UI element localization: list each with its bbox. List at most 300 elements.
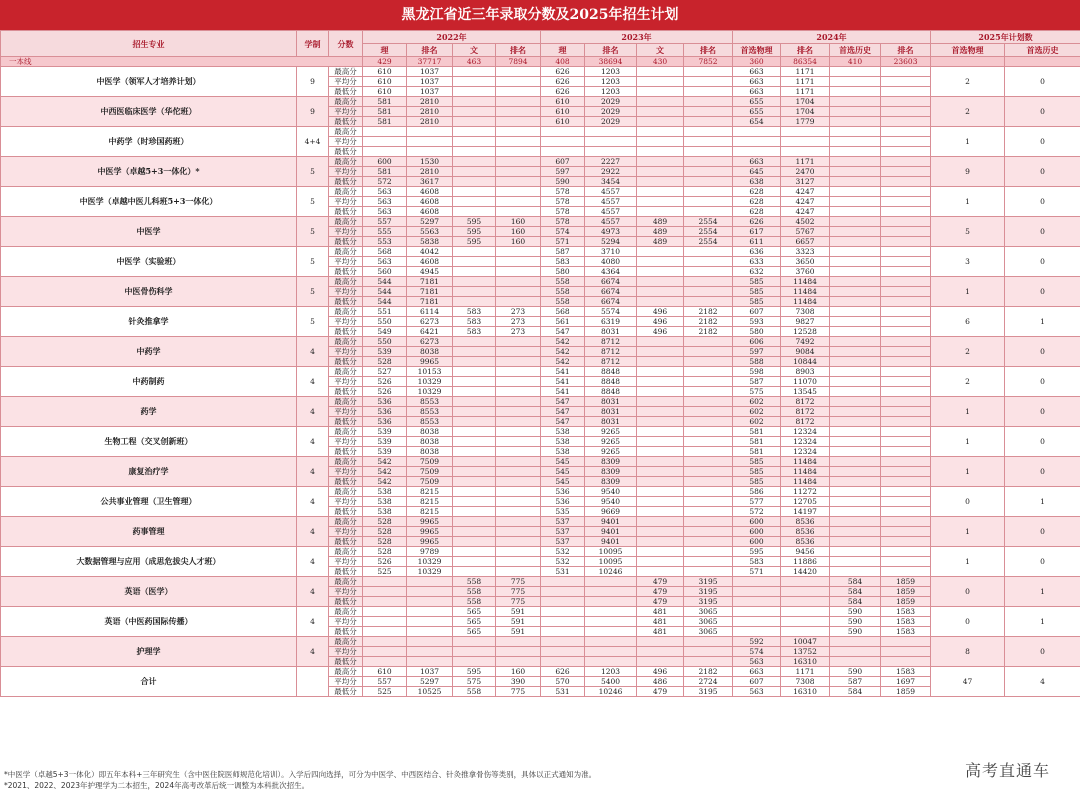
score-cell: 10329 bbox=[407, 557, 453, 567]
score-cell bbox=[453, 477, 496, 487]
score-cell: 5294 bbox=[585, 237, 637, 247]
score-cell bbox=[830, 637, 881, 647]
major-duration: 4 bbox=[297, 427, 329, 457]
score-cell bbox=[637, 647, 684, 657]
score-cell bbox=[830, 397, 881, 407]
score-cell: 6674 bbox=[585, 287, 637, 297]
major-block bbox=[1, 217, 1080, 247]
score-cell bbox=[453, 527, 496, 537]
score-cell: 8553 bbox=[407, 417, 453, 427]
score-cell: 558 bbox=[541, 287, 585, 297]
score-cell bbox=[881, 277, 931, 287]
score-cell: 11484 bbox=[781, 287, 830, 297]
score-cell bbox=[496, 137, 541, 147]
score-cell: 2554 bbox=[684, 227, 733, 237]
score-cell: 575 bbox=[453, 677, 496, 687]
score-cell bbox=[637, 137, 684, 147]
score-type-label: 最高分 bbox=[329, 127, 363, 137]
score-cell: 8309 bbox=[585, 477, 637, 487]
score-cell bbox=[684, 567, 733, 577]
score-cell bbox=[684, 77, 733, 87]
score-cell: 4608 bbox=[407, 197, 453, 207]
score-cell bbox=[637, 127, 684, 137]
score-cell: 585 bbox=[733, 457, 781, 467]
score-cell: 489 bbox=[637, 237, 684, 247]
score-cell bbox=[684, 357, 733, 367]
score-cell: 598 bbox=[733, 367, 781, 377]
major-block bbox=[1, 247, 1080, 277]
score-cell bbox=[453, 87, 496, 97]
header-plan-2025: 2025年计划数 bbox=[931, 31, 1080, 44]
score-cell: 9965 bbox=[407, 517, 453, 527]
score-type-label: 平均分 bbox=[329, 257, 363, 267]
score-cell: 8712 bbox=[585, 347, 637, 357]
score-cell: 583 bbox=[541, 257, 585, 267]
major-duration: 4 bbox=[297, 637, 329, 667]
score-type-label: 最低分 bbox=[329, 267, 363, 277]
score-cell bbox=[496, 427, 541, 437]
score-cell bbox=[733, 577, 781, 587]
table-row bbox=[1, 247, 1080, 257]
score-type-label: 最低分 bbox=[329, 297, 363, 307]
score-cell bbox=[496, 87, 541, 97]
score-cell bbox=[363, 597, 407, 607]
score-type-label: 平均分 bbox=[329, 557, 363, 567]
score-type-label: 平均分 bbox=[329, 467, 363, 477]
line-value: 23603 bbox=[881, 57, 931, 67]
score-type-label: 最低分 bbox=[329, 537, 363, 547]
score-cell bbox=[637, 287, 684, 297]
score-type-label: 最高分 bbox=[329, 67, 363, 77]
major-block bbox=[1, 547, 1080, 577]
header-sub: 首选历史 bbox=[1005, 44, 1080, 57]
score-cell bbox=[830, 517, 881, 527]
major-duration: 4 bbox=[297, 577, 329, 607]
score-type-label: 最低分 bbox=[329, 357, 363, 367]
score-cell: 4945 bbox=[407, 267, 453, 277]
score-cell bbox=[830, 457, 881, 467]
score-cell bbox=[881, 447, 931, 457]
score-cell bbox=[881, 97, 931, 107]
score-cell bbox=[881, 367, 931, 377]
score-cell: 607 bbox=[733, 307, 781, 317]
score-type-label: 平均分 bbox=[329, 107, 363, 117]
score-cell bbox=[496, 77, 541, 87]
line-value: 38694 bbox=[585, 57, 637, 67]
score-cell: 1171 bbox=[781, 77, 830, 87]
plan-history-count: 0 bbox=[1005, 97, 1080, 127]
score-type-label: 最高分 bbox=[329, 217, 363, 227]
score-cell bbox=[684, 207, 733, 217]
score-cell: 16310 bbox=[781, 657, 830, 667]
score-cell: 7509 bbox=[407, 457, 453, 467]
score-cell bbox=[496, 97, 541, 107]
score-cell: 532 bbox=[541, 547, 585, 557]
score-cell: 7308 bbox=[781, 677, 830, 687]
score-cell: 600 bbox=[733, 527, 781, 537]
score-cell bbox=[585, 587, 637, 597]
score-cell bbox=[881, 557, 931, 567]
score-cell: 4364 bbox=[585, 267, 637, 277]
score-cell bbox=[830, 407, 881, 417]
score-cell bbox=[830, 317, 881, 327]
plan-physics-count: 2 bbox=[931, 97, 1005, 127]
score-cell bbox=[684, 487, 733, 497]
score-cell: 8031 bbox=[585, 407, 637, 417]
score-cell: 663 bbox=[733, 157, 781, 167]
score-type-label: 最低分 bbox=[329, 687, 363, 697]
score-cell bbox=[733, 587, 781, 597]
plan-physics-count: 1 bbox=[931, 127, 1005, 157]
score-cell: 563 bbox=[733, 657, 781, 667]
score-type-label: 最高分 bbox=[329, 337, 363, 347]
score-cell bbox=[453, 377, 496, 387]
score-cell bbox=[585, 617, 637, 627]
score-cell: 8031 bbox=[585, 397, 637, 407]
score-cell: 580 bbox=[733, 327, 781, 337]
score-cell: 597 bbox=[733, 347, 781, 357]
major-block bbox=[1, 277, 1080, 307]
footnote: *2021、2022、2023年护理学为二本招生，2024年高考改革后统一调整为本科批次招生。 bbox=[4, 781, 310, 790]
table-row bbox=[1, 637, 1080, 647]
score-cell: 3195 bbox=[684, 577, 733, 587]
score-cell: 610 bbox=[541, 117, 585, 127]
score-cell bbox=[684, 557, 733, 567]
score-cell: 563 bbox=[363, 197, 407, 207]
major-name: 中医学 bbox=[1, 217, 297, 247]
table-row bbox=[1, 217, 1080, 227]
score-cell bbox=[830, 437, 881, 447]
score-cell: 8172 bbox=[781, 397, 830, 407]
major-name: 中药制药 bbox=[1, 367, 297, 397]
score-cell: 555 bbox=[363, 227, 407, 237]
score-cell: 539 bbox=[363, 447, 407, 457]
score-cell: 5838 bbox=[407, 237, 453, 247]
score-cell: 545 bbox=[541, 477, 585, 487]
score-cell: 563 bbox=[363, 207, 407, 217]
score-cell bbox=[541, 147, 585, 157]
score-cell: 6657 bbox=[781, 237, 830, 247]
score-cell: 542 bbox=[363, 467, 407, 477]
plan-physics-count: 1 bbox=[931, 547, 1005, 577]
score-cell bbox=[684, 197, 733, 207]
score-cell: 1203 bbox=[585, 77, 637, 87]
major-block bbox=[1, 457, 1080, 487]
score-cell: 12528 bbox=[781, 327, 830, 337]
score-cell bbox=[453, 567, 496, 577]
score-cell bbox=[496, 117, 541, 127]
score-cell: 496 bbox=[637, 317, 684, 327]
major-name: 药事管理 bbox=[1, 517, 297, 547]
score-cell bbox=[881, 427, 931, 437]
score-cell: 4080 bbox=[585, 257, 637, 267]
score-cell bbox=[830, 357, 881, 367]
plan-history-count: 1 bbox=[1005, 307, 1080, 337]
table-row bbox=[1, 547, 1080, 557]
score-cell: 545 bbox=[541, 467, 585, 477]
score-cell: 541 bbox=[541, 377, 585, 387]
score-cell: 496 bbox=[637, 327, 684, 337]
score-cell: 557 bbox=[363, 217, 407, 227]
score-cell bbox=[684, 507, 733, 517]
score-cell bbox=[684, 457, 733, 467]
score-cell bbox=[830, 207, 881, 217]
score-cell: 1203 bbox=[585, 87, 637, 97]
score-cell bbox=[637, 187, 684, 197]
score-cell bbox=[496, 537, 541, 547]
score-cell: 581 bbox=[363, 167, 407, 177]
score-cell: 3127 bbox=[781, 177, 830, 187]
score-cell bbox=[496, 507, 541, 517]
score-cell: 549 bbox=[363, 327, 407, 337]
score-cell bbox=[684, 397, 733, 407]
plan-history-count: 1 bbox=[1005, 607, 1080, 637]
header-sub: 理 bbox=[363, 44, 407, 57]
score-cell bbox=[407, 577, 453, 587]
table-row bbox=[1, 367, 1080, 377]
score-cell bbox=[830, 197, 881, 207]
score-cell bbox=[363, 617, 407, 627]
score-cell bbox=[637, 657, 684, 667]
score-cell bbox=[637, 207, 684, 217]
score-cell bbox=[830, 557, 881, 567]
major-name: 中医骨伤科学 bbox=[1, 277, 297, 307]
score-cell: 8031 bbox=[585, 417, 637, 427]
line-value bbox=[1005, 57, 1080, 67]
score-cell: 8038 bbox=[407, 427, 453, 437]
score-cell bbox=[496, 347, 541, 357]
score-cell bbox=[407, 627, 453, 637]
header-major: 招生专业 bbox=[1, 31, 297, 57]
line-value: 430 bbox=[637, 57, 684, 67]
score-cell: 2554 bbox=[684, 217, 733, 227]
score-cell: 528 bbox=[363, 547, 407, 557]
score-cell: 626 bbox=[733, 217, 781, 227]
score-cell bbox=[684, 97, 733, 107]
score-cell: 583 bbox=[453, 327, 496, 337]
score-cell bbox=[363, 627, 407, 637]
major-name: 合计 bbox=[1, 667, 297, 697]
score-cell: 597 bbox=[541, 167, 585, 177]
first-tier-line-row bbox=[1, 57, 1080, 67]
line-value: 360 bbox=[733, 57, 781, 67]
score-cell: 526 bbox=[363, 387, 407, 397]
table-row bbox=[1, 487, 1080, 497]
score-cell bbox=[453, 467, 496, 477]
plan-physics-count: 2 bbox=[931, 337, 1005, 367]
score-cell: 626 bbox=[541, 87, 585, 97]
score-cell: 1037 bbox=[407, 667, 453, 677]
score-cell: 14420 bbox=[781, 567, 830, 577]
score-cell bbox=[496, 357, 541, 367]
line-value: 410 bbox=[830, 57, 881, 67]
score-cell bbox=[830, 657, 881, 667]
score-cell: 8215 bbox=[407, 487, 453, 497]
score-cell: 581 bbox=[733, 437, 781, 447]
score-cell bbox=[637, 477, 684, 487]
score-cell: 9265 bbox=[585, 437, 637, 447]
score-cell: 1697 bbox=[881, 677, 931, 687]
score-cell bbox=[881, 377, 931, 387]
score-cell: 6319 bbox=[585, 317, 637, 327]
score-cell: 273 bbox=[496, 307, 541, 317]
score-cell bbox=[637, 457, 684, 467]
score-cell bbox=[541, 657, 585, 667]
plan-physics-count: 1 bbox=[931, 517, 1005, 547]
score-cell: 4557 bbox=[585, 217, 637, 227]
score-cell bbox=[830, 487, 881, 497]
score-cell: 1203 bbox=[585, 67, 637, 77]
major-block bbox=[1, 67, 1080, 97]
score-cell: 584 bbox=[830, 597, 881, 607]
score-cell bbox=[881, 437, 931, 447]
score-cell bbox=[496, 197, 541, 207]
score-cell: 9540 bbox=[585, 497, 637, 507]
score-cell bbox=[830, 477, 881, 487]
header-sub: 理 bbox=[541, 44, 585, 57]
score-cell: 10153 bbox=[407, 367, 453, 377]
score-cell: 547 bbox=[541, 417, 585, 427]
major-name: 中药学（时珍国药班） bbox=[1, 127, 297, 157]
score-cell: 8848 bbox=[585, 377, 637, 387]
score-cell: 532 bbox=[541, 557, 585, 567]
score-cell bbox=[881, 107, 931, 117]
score-cell bbox=[496, 247, 541, 257]
score-cell: 1859 bbox=[881, 577, 931, 587]
score-cell bbox=[637, 487, 684, 497]
plan-history-count: 0 bbox=[1005, 127, 1080, 157]
score-cell bbox=[496, 127, 541, 137]
score-cell bbox=[830, 427, 881, 437]
score-cell bbox=[496, 647, 541, 657]
major-duration: 5 bbox=[297, 217, 329, 247]
score-cell: 654 bbox=[733, 117, 781, 127]
score-cell: 558 bbox=[453, 597, 496, 607]
major-duration: 9 bbox=[297, 67, 329, 97]
score-cell: 550 bbox=[363, 337, 407, 347]
major-name: 中医学（卓越中医儿科班5+3一体化） bbox=[1, 187, 297, 217]
score-cell: 539 bbox=[363, 347, 407, 357]
score-cell bbox=[881, 477, 931, 487]
score-cell bbox=[830, 247, 881, 257]
score-cell: 537 bbox=[541, 517, 585, 527]
score-cell: 8309 bbox=[585, 467, 637, 477]
score-cell: 536 bbox=[363, 417, 407, 427]
score-cell: 2182 bbox=[684, 667, 733, 677]
score-cell: 560 bbox=[363, 267, 407, 277]
table-row bbox=[1, 127, 1080, 137]
score-cell: 595 bbox=[453, 227, 496, 237]
score-cell bbox=[781, 127, 830, 137]
plan-physics-count: 47 bbox=[931, 667, 1005, 697]
score-cell bbox=[881, 647, 931, 657]
score-cell bbox=[453, 537, 496, 547]
table-row bbox=[1, 157, 1080, 167]
score-cell: 775 bbox=[496, 597, 541, 607]
score-cell: 9965 bbox=[407, 357, 453, 367]
score-cell bbox=[496, 377, 541, 387]
table-row bbox=[1, 187, 1080, 197]
table-row bbox=[1, 457, 1080, 467]
score-type-label: 最高分 bbox=[329, 607, 363, 617]
score-cell bbox=[881, 157, 931, 167]
score-cell: 11484 bbox=[781, 297, 830, 307]
score-cell bbox=[496, 187, 541, 197]
score-cell: 585 bbox=[733, 287, 781, 297]
plan-physics-count: 0 bbox=[931, 607, 1005, 637]
score-cell: 610 bbox=[363, 667, 407, 677]
table-row bbox=[1, 67, 1080, 77]
score-cell: 610 bbox=[541, 107, 585, 117]
score-cell: 2470 bbox=[781, 167, 830, 177]
score-cell: 1037 bbox=[407, 77, 453, 87]
score-cell bbox=[830, 347, 881, 357]
score-cell: 1171 bbox=[781, 87, 830, 97]
score-cell: 585 bbox=[733, 467, 781, 477]
major-duration: 4 bbox=[297, 487, 329, 517]
score-cell bbox=[407, 647, 453, 657]
score-cell bbox=[407, 147, 453, 157]
score-cell: 8172 bbox=[781, 417, 830, 427]
score-cell bbox=[830, 417, 881, 427]
score-cell bbox=[830, 537, 881, 547]
score-cell bbox=[541, 587, 585, 597]
score-cell: 602 bbox=[733, 417, 781, 427]
score-cell bbox=[684, 187, 733, 197]
score-cell: 542 bbox=[541, 347, 585, 357]
score-cell bbox=[453, 137, 496, 147]
score-cell bbox=[453, 157, 496, 167]
score-cell: 11272 bbox=[781, 487, 830, 497]
score-cell: 8553 bbox=[407, 407, 453, 417]
score-cell: 4557 bbox=[585, 197, 637, 207]
major-name: 大数据管理与应用（成思危拔尖人才班） bbox=[1, 547, 297, 577]
score-cell bbox=[453, 347, 496, 357]
score-cell: 600 bbox=[363, 157, 407, 167]
score-cell bbox=[637, 367, 684, 377]
score-cell bbox=[830, 327, 881, 337]
score-type-label: 最高分 bbox=[329, 487, 363, 497]
score-cell bbox=[496, 557, 541, 567]
score-cell: 626 bbox=[541, 667, 585, 677]
score-cell bbox=[585, 127, 637, 137]
score-cell bbox=[407, 607, 453, 617]
score-cell: 273 bbox=[496, 317, 541, 327]
table-row bbox=[1, 517, 1080, 527]
score-cell bbox=[453, 407, 496, 417]
score-cell bbox=[637, 197, 684, 207]
score-cell bbox=[881, 77, 931, 87]
score-cell bbox=[453, 267, 496, 277]
score-cell bbox=[637, 377, 684, 387]
score-cell: 527 bbox=[363, 367, 407, 377]
score-type-label: 平均分 bbox=[329, 287, 363, 297]
plan-history-count: 0 bbox=[1005, 247, 1080, 277]
score-cell bbox=[733, 137, 781, 147]
score-cell bbox=[684, 337, 733, 347]
score-cell bbox=[496, 467, 541, 477]
score-cell: 1859 bbox=[881, 687, 931, 697]
table-row bbox=[1, 667, 1080, 677]
score-cell: 645 bbox=[733, 167, 781, 177]
score-type-label: 最高分 bbox=[329, 397, 363, 407]
score-cell: 574 bbox=[541, 227, 585, 237]
score-cell: 2922 bbox=[585, 167, 637, 177]
score-cell bbox=[496, 457, 541, 467]
score-cell: 8215 bbox=[407, 497, 453, 507]
score-cell bbox=[830, 567, 881, 577]
score-cell: 568 bbox=[363, 247, 407, 257]
